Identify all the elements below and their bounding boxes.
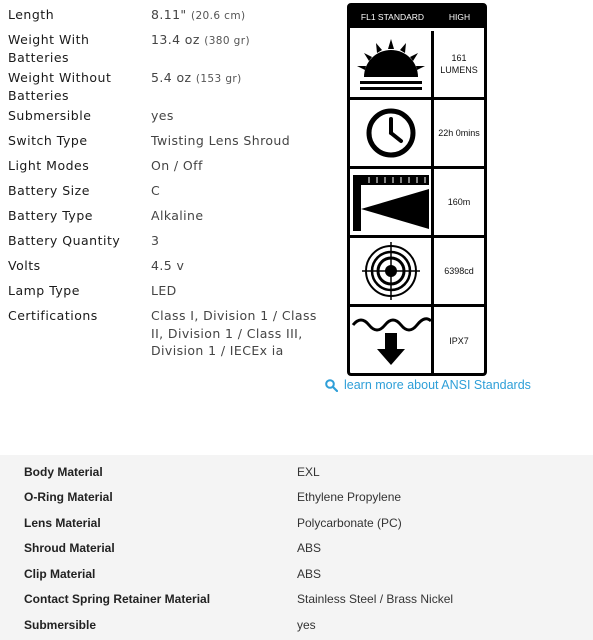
spec-value: Twisting Lens Shroud <box>151 133 291 148</box>
material-value: Stainless Steel / Brass Nickel <box>297 592 454 607</box>
material-value: ABS <box>297 566 322 581</box>
spec-value: LED <box>151 283 177 298</box>
spec-label: Battery Type <box>8 208 93 223</box>
spec-label: Switch Type <box>8 133 88 148</box>
spec-value: 4.5 v <box>151 258 185 273</box>
spec-row-switch-type <box>8 132 338 157</box>
spec-row-light-modes <box>8 157 338 182</box>
table-row <box>0 459 593 485</box>
spec-row-battery-size <box>8 182 338 207</box>
ansi-header-mode: HIGH <box>448 12 471 22</box>
spec-label: Submersible <box>8 108 92 123</box>
spec-label: Lamp Type <box>8 283 80 298</box>
table-row <box>0 536 593 562</box>
search-icon <box>325 379 338 392</box>
target-icon <box>350 238 434 304</box>
ansi-row-water-resistance <box>350 307 484 375</box>
table-row <box>0 485 593 511</box>
spec-row-certifications <box>8 307 338 363</box>
material-value: Ethylene Propylene <box>297 490 402 505</box>
spec-row-lamp-type <box>8 282 338 307</box>
spec-label: Weight Without Batteries <box>8 70 112 103</box>
ansi-standards-panel <box>347 3 487 376</box>
spec-row-battery-type <box>8 207 338 232</box>
spec-value: On / Off <box>151 158 203 173</box>
material-label: Body Material <box>24 464 103 479</box>
spec-label: Volts <box>8 258 41 273</box>
material-label: Lens Material <box>24 515 101 530</box>
spec-row-volts <box>8 257 338 282</box>
spec-row-length <box>8 6 338 31</box>
spec-label: Length <box>8 7 55 22</box>
spec-label: Light Modes <box>8 158 90 173</box>
table-row <box>0 561 593 587</box>
spec-value: yes <box>151 108 174 123</box>
ansi-header-standard: FL1 STANDARD <box>360 12 425 22</box>
material-value: EXL <box>297 464 320 479</box>
sunrise-icon <box>350 31 434 97</box>
spec-label: Weight With Batteries <box>8 32 90 65</box>
table-row <box>0 587 593 613</box>
material-label: Submersible <box>24 617 97 632</box>
water-drop-icon <box>350 307 434 375</box>
spec-label: Battery Size <box>8 183 90 198</box>
ansi-row-peak-intensity <box>350 238 484 307</box>
table-row <box>0 612 593 638</box>
material-label: O-Ring Material <box>24 490 113 505</box>
material-label: Clip Material <box>24 566 96 581</box>
spec-value: 8.11" (20.6 cm) <box>151 7 246 22</box>
spec-value: 5.4 oz (153 gr) <box>151 70 242 85</box>
material-label: Shroud Material <box>24 541 115 556</box>
spec-value: 13.4 oz (380 gr) <box>151 32 250 47</box>
material-label: Contact Spring Retainer Material <box>24 592 211 607</box>
spec-row-weight-with-batteries <box>8 31 338 69</box>
ansi-row-light-output <box>350 31 484 100</box>
spec-value: Class I, Division 1 / Class II, Division 1 / Class III, Division 1 / IECEx ia <box>151 308 317 358</box>
learn-more-link[interactable] <box>325 378 531 392</box>
ansi-value-candela: 6398cd <box>444 266 474 276</box>
ansi-row-runtime <box>350 100 484 169</box>
learn-more-text[interactable]: learn more about ANSI Standards <box>344 378 531 392</box>
ansi-value-ipx: IPX7 <box>449 336 469 346</box>
beam-distance-icon <box>350 169 434 235</box>
ansi-value-lumens: 161 LUMENS <box>440 53 478 75</box>
ansi-value-beam-distance: 160m <box>447 197 471 207</box>
material-value: Polycarbonate (PC) <box>297 515 402 530</box>
spec-value: C <box>151 183 161 198</box>
clock-icon <box>350 100 434 166</box>
ansi-value-runtime: 22h 0mins <box>438 128 480 138</box>
material-value: yes <box>297 617 316 632</box>
materials-table <box>0 455 593 640</box>
spec-value: Alkaline <box>151 208 204 223</box>
spec-row-submersible <box>8 107 338 132</box>
spec-label: Battery Quantity <box>8 233 121 248</box>
spec-row-battery-quantity <box>8 232 338 257</box>
spec-value: 3 <box>151 233 160 248</box>
table-row <box>0 510 593 536</box>
ansi-header <box>350 6 484 28</box>
ansi-row-beam-distance <box>350 169 484 238</box>
material-value: ABS <box>297 541 322 556</box>
spec-list <box>8 6 338 363</box>
spec-label: Certifications <box>8 308 98 323</box>
spec-row-weight-without-batteries <box>8 69 338 107</box>
